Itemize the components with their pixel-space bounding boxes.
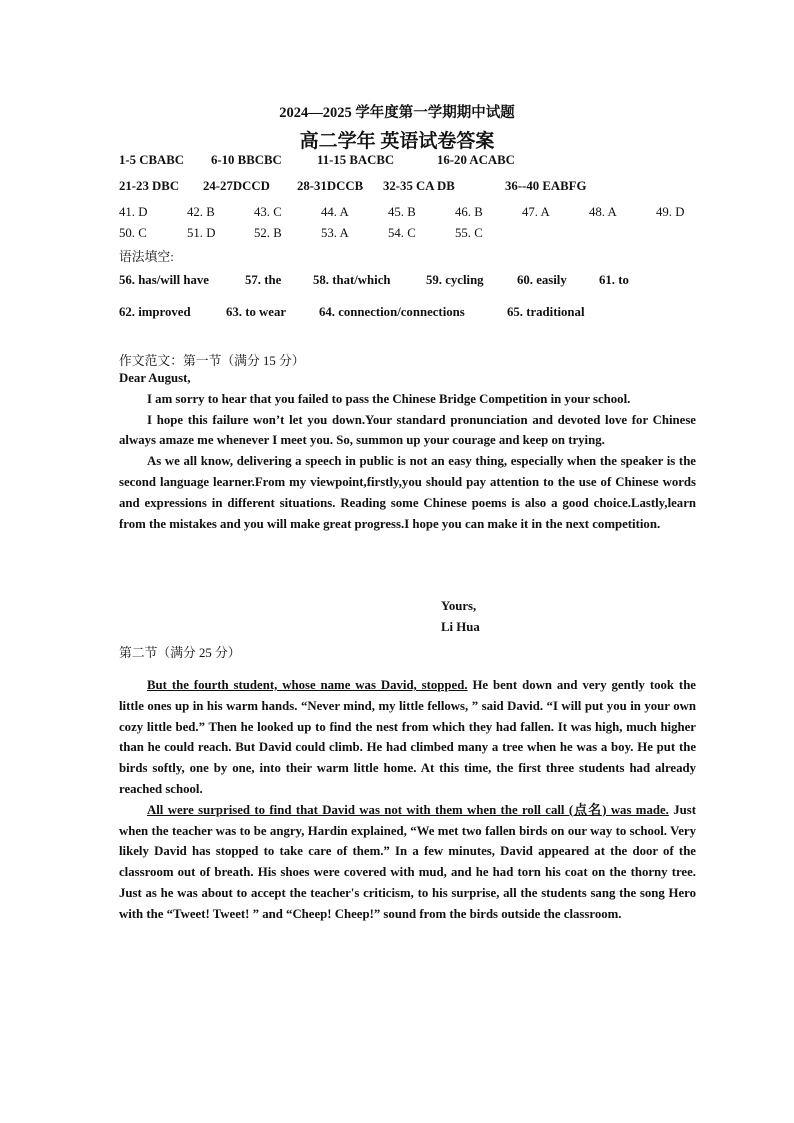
closing: Yours, (441, 599, 477, 613)
answer-item: 44. A (321, 205, 349, 219)
answer-item: 42. B (187, 205, 215, 219)
answer-item: 41. D (119, 205, 148, 219)
continuation-paragraph (119, 800, 696, 925)
answer-item: 55. C (455, 226, 483, 240)
answer-group: 32-35 CA DB (383, 179, 455, 193)
underlined-sentence: But the fourth student, whose name was David, stopped. (147, 678, 468, 692)
grammar-answer: 65. traditional (507, 305, 585, 319)
writing-section2-label: 第二节（满分 25 分） (119, 646, 241, 660)
grammar-label: 语法填空: (119, 250, 174, 264)
answer-item: 52. B (254, 226, 282, 240)
answer-item: 49. D (656, 205, 685, 219)
answer-group: 11-15 BACBC (317, 153, 395, 167)
grammar-answer: 62. improved (119, 305, 191, 319)
continuation-paragraph (119, 675, 696, 800)
salutation: Dear August, (119, 371, 191, 385)
answer-group: 6-10 BBCBC (211, 153, 282, 167)
answer-group: 16-20 ACABC (437, 153, 515, 167)
answer-item: 43. C (254, 205, 282, 219)
signature: Li Hua (441, 620, 480, 634)
answer-item: 51. D (187, 226, 216, 240)
paragraph-text: He bent down and very gently took the little ones up in his warm hands. “Never mind, my little fellows, ” said David. “I will put you in your own cozy little bed.” Then he looked up to find the nest from which they had fallen. It was high, much higher than he could reach. But David could climb. He had climbed many a tree when he was a boy. He put the birds softly, one by one, into their warm little home. At this time, the first three students had already reached school. (119, 678, 696, 796)
answer-group: 1-5 CBABC (119, 153, 185, 167)
essay-section-2 (119, 675, 696, 925)
answer-group: 21-23 DBC (119, 179, 180, 193)
answer-group: 24-27DCCD (203, 179, 270, 193)
grammar-answer: 60. easily (517, 273, 567, 287)
answer-item: 48. A (589, 205, 617, 219)
grammar-answer: 64. connection/connections (319, 305, 465, 319)
answer-item: 54. C (388, 226, 416, 240)
writing-section1-label: 作文范文：第一节（满分 15 分） (119, 354, 305, 368)
answer-group: 36--40 EABFG (505, 179, 587, 193)
paragraph-text: Just when the teacher was to be angry, Hardin explained, “We met two fallen birds on our way to school. Very likely David has stopped to take care of them.” In a few minutes, David appeared at the door of the classroom out of breath. His shoes were covered with mud, and he had torn his coat on the thorny tree. Just as he was about to accept the teacher's criticism, to his surprise, all the students sang the song Hero with the “Tweet! Tweet! ” and “Cheep! Cheep!” sound from the birds outside the classroom. (119, 802, 696, 921)
essay-section-1 (119, 368, 696, 534)
answer-key-title: 高二学年 英语试卷答案 (299, 131, 495, 152)
grammar-answer: 58. that/which (313, 273, 391, 287)
grammar-answer: 57. the (245, 273, 282, 287)
essay-paragraph: I am sorry to hear that you failed to pass the Chinese Bridge Competition in your school. (147, 391, 631, 406)
underlined-sentence: All were surprised to find that David was not with them when the roll call (点名) was made. (147, 802, 669, 817)
essay-paragraph: I hope this failure won’t let you down.Your standard pronunciation and devoted love for Chinese always amaze me whenever I meet you. So, summon up your courage and keep on trying. (119, 412, 696, 448)
answer-item: 45. B (388, 205, 416, 219)
answer-item: 50. C (119, 226, 147, 240)
exam-title: 2024—2025 学年度第一学期期中试题 (279, 105, 515, 121)
grammar-answer: 59. cycling (426, 273, 484, 287)
grammar-answer: 63. to wear (226, 305, 287, 319)
answer-group: 28-31DCCB (297, 179, 364, 193)
answer-item: 53. A (321, 226, 349, 240)
answer-item: 47. A (522, 205, 550, 219)
answer-item: 46. B (455, 205, 483, 219)
grammar-answer: 56. has/will have (119, 273, 209, 287)
essay-paragraph: As we all know, delivering a speech in public is not an easy thing, especially when the speaker is the second language learner.From my viewpoint,firstly,you should pay attention to the use of Chinese words and expressions in different situations. Reading some Chinese poems is also a good choice.Lastly,learn from the mistakes and you will make great progress.I hope you can make it in the next competition. (119, 454, 696, 531)
grammar-answer: 61. to (599, 273, 629, 287)
